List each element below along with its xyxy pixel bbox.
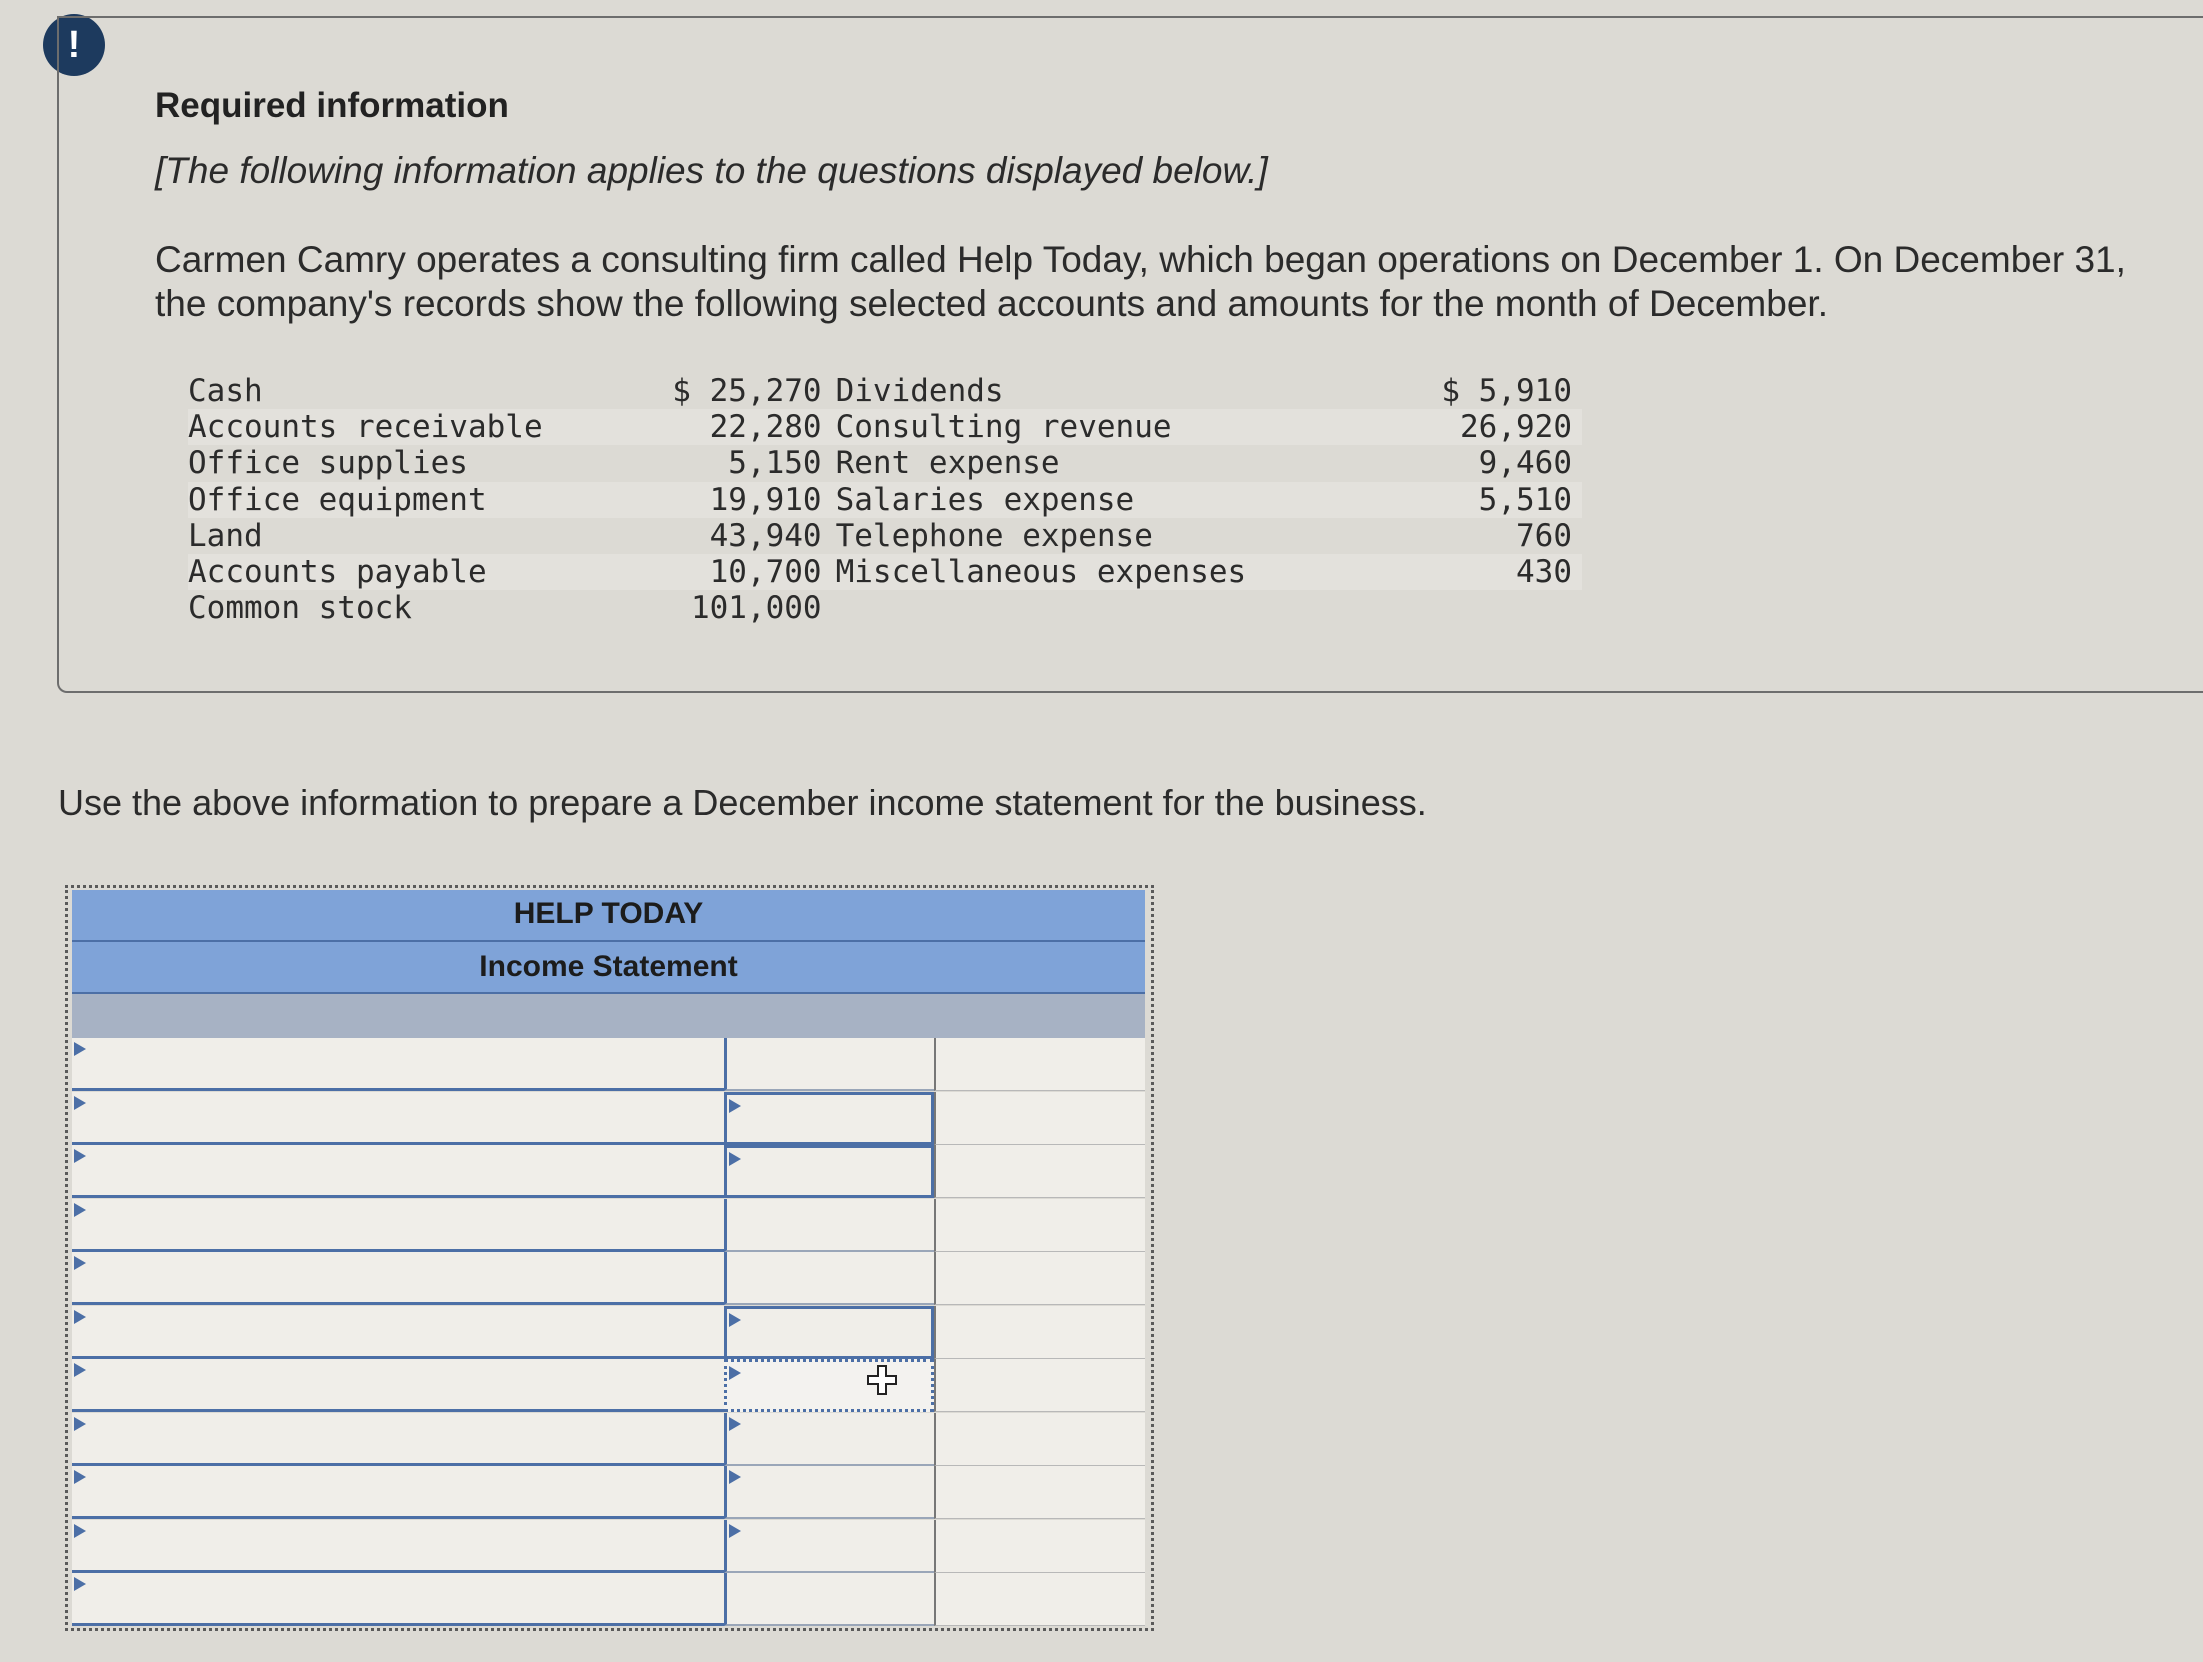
account-amount: 19,910: [662, 482, 836, 518]
statement-row: [72, 1520, 1145, 1573]
statement-amount-input[interactable]: [724, 1145, 934, 1198]
statement-label-input[interactable]: [72, 1413, 724, 1466]
statement-label-input[interactable]: [72, 1306, 724, 1359]
account-row: [188, 554, 1582, 590]
account-name: Dividends: [835, 373, 1004, 410]
statement-label-input[interactable]: [72, 1573, 724, 1626]
account-amount: 43,940: [709, 517, 822, 554]
required-info-title: Required information: [155, 86, 509, 125]
statement-total-input[interactable]: [934, 1306, 1145, 1359]
statement-total-input[interactable]: [934, 1038, 1145, 1091]
statement-total-input[interactable]: [934, 1092, 1145, 1145]
account-name: Cash: [188, 373, 263, 410]
statement-total-input[interactable]: [934, 1199, 1145, 1252]
account-amount: 5,510: [1373, 482, 1582, 518]
statement-label-input[interactable]: [72, 1359, 724, 1412]
account-row: [188, 482, 1582, 518]
statement-company-name: HELP TODAY: [72, 890, 1145, 942]
account-name: Accounts payable: [188, 554, 662, 590]
statement-amount-input[interactable]: [724, 1038, 934, 1091]
account-amount: 760: [1516, 517, 1572, 554]
account-row: [188, 445, 1582, 481]
statement-row: [72, 1573, 1145, 1626]
account-name: Common stock: [188, 590, 412, 627]
statement-amount-input[interactable]: [724, 1520, 934, 1573]
required-info-subtitle: [The following information applies to the questions displayed below.]: [155, 150, 1268, 191]
statement-amount-input[interactable]: [724, 1466, 934, 1519]
statement-label-input[interactable]: [72, 1092, 724, 1145]
account-amount: 101,000: [690, 590, 822, 627]
statement-amount-input[interactable]: [724, 1413, 934, 1466]
statement-total-input[interactable]: [934, 1573, 1145, 1626]
instruction-text: Use the above information to prepare a December income statement for the business.: [58, 782, 1427, 823]
statement-row: [72, 1038, 1145, 1091]
account-amount: 10,700: [662, 554, 836, 590]
account-row: [188, 518, 1582, 554]
account-name: Land: [188, 517, 263, 554]
account-name: Office supplies: [188, 445, 468, 482]
account-amount: $ 5,910: [1441, 373, 1572, 410]
income-statement-form: [65, 885, 1154, 1631]
statement-row: [72, 1092, 1145, 1145]
statement-amount-input[interactable]: [724, 1359, 934, 1412]
account-name: Telephone expense: [835, 517, 1153, 554]
account-amount: 26,920: [1373, 409, 1582, 445]
account-amount: $ 25,270: [672, 373, 822, 410]
statement-amount-input[interactable]: [724, 1092, 934, 1145]
statement-row: [72, 1199, 1145, 1252]
statement-label-input[interactable]: [72, 1466, 724, 1519]
statement-label-input[interactable]: [72, 1520, 724, 1573]
statement-title: Income Statement: [72, 942, 1145, 994]
account-amount: 9,460: [1478, 445, 1572, 482]
account-name: Consulting revenue: [836, 409, 1374, 445]
account-row: [188, 590, 1582, 626]
statement-row: [72, 1252, 1145, 1305]
account-amount: 430: [1373, 554, 1582, 590]
statement-row: [72, 1145, 1145, 1198]
statement-row: [72, 1466, 1145, 1519]
account-amount: 5,150: [728, 445, 822, 482]
statement-period-input[interactable]: [72, 994, 1145, 1040]
statement-amount-input[interactable]: [724, 1306, 934, 1359]
statement-total-input[interactable]: [934, 1145, 1145, 1198]
statement-amount-input[interactable]: [724, 1573, 934, 1626]
crosshair-cursor-icon: [867, 1365, 897, 1395]
account-amount: 22,280: [662, 409, 836, 445]
statement-label-input[interactable]: [72, 1145, 724, 1198]
problem-intro: Carmen Camry operates a consulting firm called Help Today, which began operations on December 1. On December 31, the company's records show the following selected accounts and amounts for the month of December.: [155, 239, 2126, 324]
statement-amount-input[interactable]: [724, 1199, 934, 1252]
exclamation-icon: !: [43, 14, 105, 76]
statement-total-input[interactable]: [934, 1252, 1145, 1305]
statement-label-input[interactable]: [72, 1252, 724, 1305]
account-row: [188, 373, 1582, 409]
account-row: [188, 409, 1582, 445]
account-name: Accounts receivable: [188, 409, 662, 445]
statement-total-input[interactable]: [934, 1359, 1145, 1412]
account-amount: [1373, 590, 1582, 626]
account-name: Rent expense: [835, 445, 1060, 482]
statement-label-input[interactable]: [72, 1038, 724, 1091]
statement-total-input[interactable]: [934, 1413, 1145, 1466]
statement-row: [72, 1306, 1145, 1359]
account-name: [836, 590, 1374, 626]
statement-row: [72, 1413, 1145, 1466]
statement-total-input[interactable]: [934, 1466, 1145, 1519]
account-name: Salaries expense: [836, 482, 1374, 518]
statement-label-input[interactable]: [72, 1199, 724, 1252]
statement-row: [72, 1359, 1145, 1412]
accounts-table: [188, 373, 1582, 626]
statement-total-input[interactable]: [934, 1520, 1145, 1573]
account-name: Miscellaneous expenses: [836, 554, 1374, 590]
statement-amount-input[interactable]: [724, 1252, 934, 1305]
account-name: Office equipment: [188, 482, 662, 518]
